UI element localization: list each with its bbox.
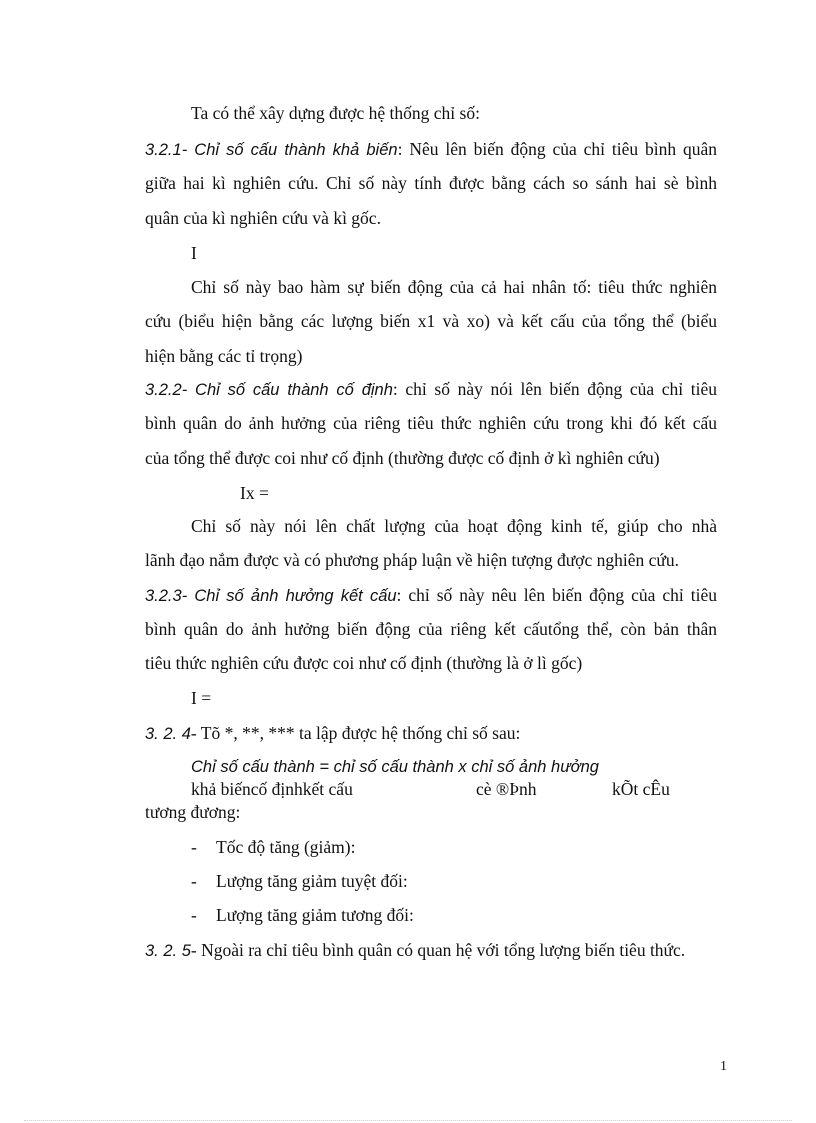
section-3-2-2-para2-line-2: lãnh đạo nắm được và có phương pháp luận về hiện tượng được nghiên cứu. — [145, 550, 679, 570]
bullet-absolute-change: Lượng tăng giảm tuyệt đối: — [216, 871, 408, 891]
equation-sub-labels: khả biếncố địnhkết cấu — [191, 779, 353, 799]
bullet-dash: - — [191, 905, 197, 925]
equivalent-label: tương đương: — [145, 802, 241, 822]
bullet-dash: - — [191, 871, 197, 891]
section-3-2-3-line-3: tiêu thức nghiên cứu được coi như cố định (thường là ở lì gốc) — [145, 653, 583, 673]
section-3-2-2-line-2: bình quân do ảnh hưởng của riêng tiêu thức nghiên cứu trong khi đó kết cấu — [145, 413, 717, 433]
section-3-2-1-para2-line-1: Chỉ số này bao hàm sự biến động của cả hai nhân tố: tiêu thức nghiên — [191, 277, 717, 297]
section-3-2-4-heading: 3. 2. 4 — [145, 725, 191, 743]
section-3-2-2-heading: 3.2.2- Chỉ số cấu thành cố định — [145, 381, 393, 399]
section-3-2-1-line-2: giữa hai kì nghiên cứu. Chỉ số này tính được bằng cách so sánh hai sè bình — [145, 173, 717, 193]
section-3-2-2-line-1: 3.2.2- Chỉ số cấu thành cố định: chỉ số này nói lên biến động của chỉ tiêu — [145, 379, 717, 399]
index-system-equation: Chỉ số cấu thành = chỉ số cấu thành x chỉ số ảnh hưởng — [191, 758, 599, 776]
footer-divider — [24, 1120, 792, 1121]
section-3-2-3-line-1: 3.2.3- Chỉ số ảnh hưởng kết cấu: chỉ số này nêu lên biến động của chỉ tiêu — [145, 585, 717, 605]
section-3-2-3-line-2: bình quân do ảnh hưởng biến động của riêng kết cấutổng thể, còn bản thân — [145, 619, 717, 639]
formula-I-structure: I = — [191, 688, 212, 708]
formula-I: I — [191, 243, 197, 263]
bullet-relative-change: Lượng tăng giảm tương đối: — [216, 905, 414, 925]
section-3-2-2-line-3: của tổng thể được coi như cố định (thường được cố định ở kì nghiên cứu) — [145, 448, 660, 468]
equation-sub-label-fixed: cè ®Þnh — [476, 779, 537, 799]
section-3-2-5-line: 3. 2. 5- Ngoài ra chỉ tiêu bình quân có quan hệ với tổng lượng biến tiêu thức. — [145, 940, 686, 960]
section-3-2-1-line-1: 3.2.1- Chỉ số cấu thành khả biến: Nêu lên biến động của chỉ tiêu bình quân — [145, 139, 718, 159]
section-3-2-1-para2-line-2: cứu (biểu hiện bằng các lượng biến x1 và xo) và kết cấu của tổng thể (biểu — [145, 311, 717, 331]
bullet-growth-rate: Tốc độ tăng (giảm): — [216, 837, 356, 857]
intro-text: Ta có thể xây dựng được hệ thống chỉ số: — [191, 103, 480, 123]
section-3-2-3-heading: 3.2.3- Chỉ số ảnh hưởng kết cấu — [145, 587, 397, 605]
section-3-2-1-line-3: quân của kì nghiên cứu và kì gốc. — [145, 208, 381, 228]
section-3-2-4-line: 3. 2. 4- Tõ *, **, *** ta lập được hệ thống chỉ số sau: — [145, 723, 521, 743]
section-3-2-1-heading: 3.2.1- Chỉ số cấu thành khả biến — [145, 141, 398, 159]
equation-sub-label-structure: kÕt cÊu — [612, 779, 670, 799]
section-3-2-1-para2-line-3: hiện bằng các tỉ trọng) — [145, 346, 303, 366]
section-3-2-5-heading: 3. 2. 5 — [145, 942, 191, 960]
section-3-2-2-para2-line-1: Chỉ số này nói lên chất lượng của hoạt động kinh tế, giúp cho nhà — [191, 516, 717, 536]
bullet-dash: - — [191, 837, 197, 857]
formula-Ix: Ix = — [240, 483, 269, 503]
page-number: 1 — [720, 1059, 727, 1074]
